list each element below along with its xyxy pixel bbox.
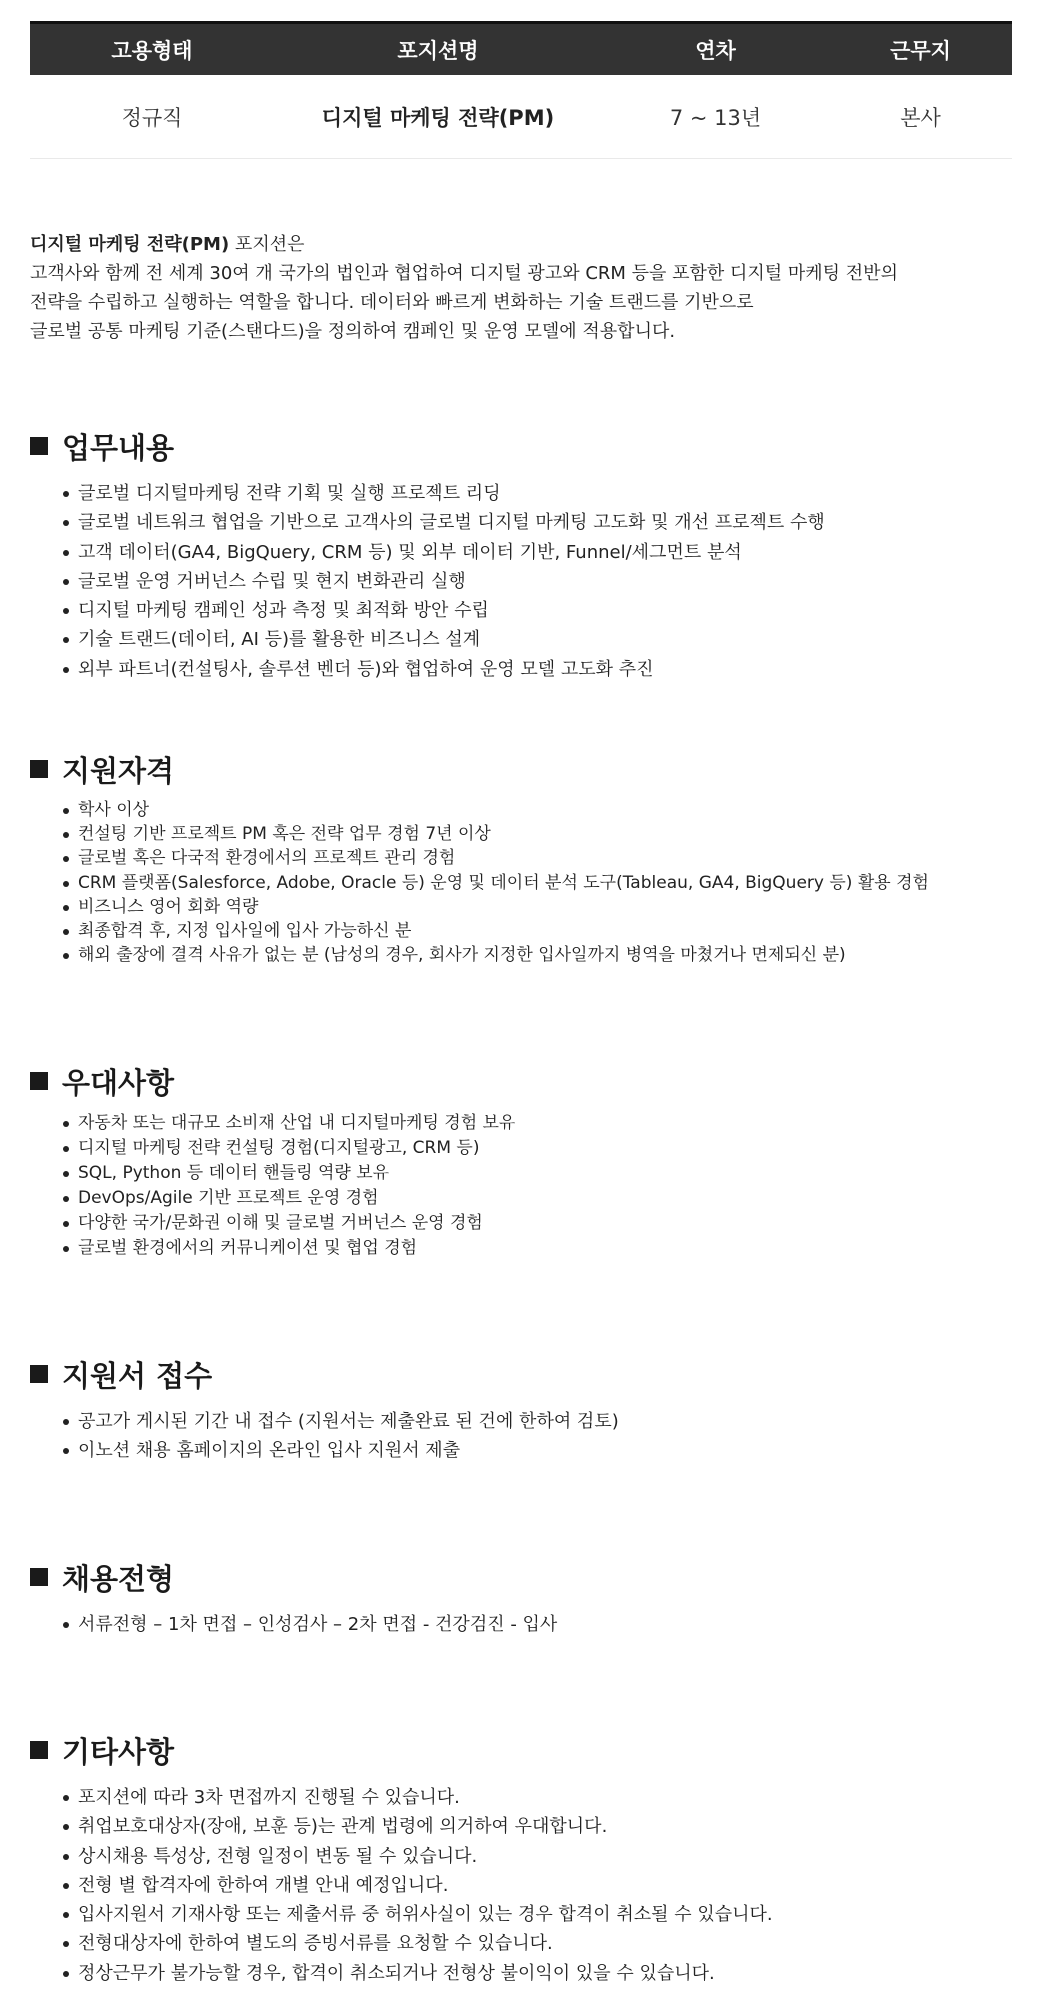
list-item: 디지털 마케팅 캠페인 성과 측정 및 최적화 방안 수립 bbox=[78, 596, 825, 625]
position-summary-table bbox=[30, 21, 1012, 159]
section-application bbox=[30, 1354, 619, 1466]
section-qualifications bbox=[30, 749, 929, 967]
intro-line: 고객사와 함께 전 세계 30여 개 국가의 법인과 협업하여 디지털 광고와 CRM 등을 포함한 디지털 마케팅 전반의 bbox=[30, 263, 898, 284]
list-item: 글로벌 네트워크 협업을 기반으로 고객사의 글로벌 디지털 마케팅 고도화 및 개선 프로젝트 수행 bbox=[78, 508, 825, 537]
square-bullet-icon bbox=[30, 1568, 48, 1586]
section-title: 채용전형 bbox=[30, 1557, 557, 1597]
list-item: 학사 이상 bbox=[78, 798, 929, 822]
qualifications-list bbox=[30, 798, 929, 967]
section-title: 지원서 접수 bbox=[30, 1354, 619, 1394]
list-item: 비즈니스 영어 회화 역량 bbox=[78, 895, 929, 919]
list-item: 해외 출장에 결격 사유가 없는 분 (남성의 경우, 회사가 지정한 입사일까지 병역을 마쳤거나 면제되신 분) bbox=[78, 943, 929, 967]
list-item: 포지션에 따라 3차 면접까지 진행될 수 있습니다. bbox=[78, 1783, 773, 1812]
section-title: 지원자격 bbox=[30, 749, 929, 789]
list-item: 다양한 국가/문화권 이해 및 글로벌 거버넌스 운영 경험 bbox=[78, 1211, 515, 1236]
header-years: 연차 bbox=[602, 23, 829, 76]
etc-list bbox=[30, 1783, 773, 1988]
list-item: CRM 플랫폼(Salesforce, Adobe, Oracle 등) 운영 및 데이터 분석 도구(Tableau, GA4, BigQuery 등) 활용 경험 bbox=[78, 871, 929, 895]
position-intro bbox=[30, 230, 898, 346]
application-list bbox=[30, 1407, 619, 1466]
list-item: 상시채용 특성상, 전형 일정이 변동 될 수 있습니다. bbox=[78, 1842, 773, 1871]
square-bullet-icon bbox=[30, 1741, 48, 1759]
list-item: 이노션 채용 홈페이지의 온라인 입사 지원서 제출 bbox=[78, 1436, 619, 1465]
list-item: 글로벌 혹은 다국적 환경에서의 프로젝트 관리 경험 bbox=[78, 846, 929, 870]
list-item: 글로벌 환경에서의 커뮤니케이션 및 협업 경험 bbox=[78, 1236, 515, 1261]
list-item: 글로벌 운영 거버넌스 수립 및 현지 변화관리 실행 bbox=[78, 567, 825, 596]
section-title: 기타사항 bbox=[30, 1730, 773, 1770]
preferred-list bbox=[30, 1111, 515, 1261]
intro-line: 전략을 수립하고 실행하는 역할을 합니다. 데이터와 빠르게 변화하는 기술 트랜드를 기반으로 bbox=[30, 292, 754, 313]
duties-list bbox=[30, 479, 825, 684]
section-etc bbox=[30, 1730, 773, 1988]
square-bullet-icon bbox=[30, 1365, 48, 1383]
list-item: 고객 데이터(GA4, BigQuery, CRM 등) 및 외부 데이터 기반, Funnel/세그먼트 분석 bbox=[78, 538, 825, 567]
intro-position-name: 디지털 마케팅 전략(PM) bbox=[30, 234, 230, 255]
header-location: 근무지 bbox=[829, 23, 1012, 76]
list-item: DevOps/Agile 기반 프로젝트 운영 경험 bbox=[78, 1186, 515, 1211]
intro-first-line bbox=[30, 230, 898, 259]
list-item: 컨설팅 기반 프로젝트 PM 혹은 전략 업무 경험 7년 이상 bbox=[78, 822, 929, 846]
cell-employment-type: 정규직 bbox=[30, 75, 274, 159]
list-item: 디지털 마케팅 전략 컨설팅 경험(디지털광고, CRM 등) bbox=[78, 1136, 515, 1161]
cell-years: 7 ~ 13년 bbox=[602, 75, 829, 159]
list-item: 정상근무가 불가능할 경우, 합격이 취소되거나 전형상 불이익이 있을 수 있습니다. bbox=[78, 1959, 773, 1988]
list-item: 공고가 게시된 기간 내 접수 (지원서는 제출완료 된 건에 한하여 검토) bbox=[78, 1407, 619, 1436]
table-header-row bbox=[30, 23, 1012, 76]
intro-line: 글로벌 공통 마케팅 기준(스탠다드)을 정의하여 캠페인 및 운영 모델에 적용합니다. bbox=[30, 321, 676, 342]
square-bullet-icon bbox=[30, 760, 48, 778]
list-item: 서류전형 – 1차 면접 – 인성검사 – 2차 면접 - 건강검진 - 입사 bbox=[78, 1610, 557, 1639]
square-bullet-icon bbox=[30, 1072, 48, 1090]
table-row bbox=[30, 75, 1012, 159]
square-bullet-icon bbox=[30, 437, 48, 455]
list-item: 취업보호대상자(장애, 보훈 등)는 관계 법령에 의거하여 우대합니다. bbox=[78, 1812, 773, 1841]
header-position-name: 포지션명 bbox=[274, 23, 602, 76]
header-employment-type: 고용형태 bbox=[30, 23, 274, 76]
section-title: 업무내용 bbox=[30, 426, 825, 466]
list-item: 자동차 또는 대규모 소비재 산업 내 디지털마케팅 경험 보유 bbox=[78, 1111, 515, 1136]
section-process bbox=[30, 1557, 557, 1639]
cell-position-name: 디지털 마케팅 전략(PM) bbox=[274, 75, 602, 159]
job-posting bbox=[30, 21, 1012, 1984]
list-item: 외부 파트너(컨설팅사, 솔루션 벤더 등)와 협업하여 운영 모델 고도화 추진 bbox=[78, 655, 825, 684]
process-list bbox=[30, 1610, 557, 1639]
list-item: 입사지원서 기재사항 또는 제출서류 중 허위사실이 있는 경우 합격이 취소될 수 있습니다. bbox=[78, 1900, 773, 1929]
list-item: SQL, Python 등 데이터 핸들링 역량 보유 bbox=[78, 1161, 515, 1186]
intro-suffix: 포지션은 bbox=[229, 234, 305, 255]
list-item: 전형대상자에 한하여 별도의 증빙서류를 요청할 수 있습니다. bbox=[78, 1929, 773, 1958]
section-preferred bbox=[30, 1061, 515, 1261]
section-duties bbox=[30, 426, 825, 684]
list-item: 글로벌 디지털마케팅 전략 기획 및 실행 프로젝트 리딩 bbox=[78, 479, 825, 508]
list-item: 기술 트랜드(데이터, AI 등)를 활용한 비즈니스 설계 bbox=[78, 625, 825, 654]
section-title: 우대사항 bbox=[30, 1061, 515, 1101]
cell-location: 본사 bbox=[829, 75, 1012, 159]
list-item: 전형 별 합격자에 한하여 개별 안내 예정입니다. bbox=[78, 1871, 773, 1900]
list-item: 최종합격 후, 지정 입사일에 입사 가능하신 분 bbox=[78, 919, 929, 943]
